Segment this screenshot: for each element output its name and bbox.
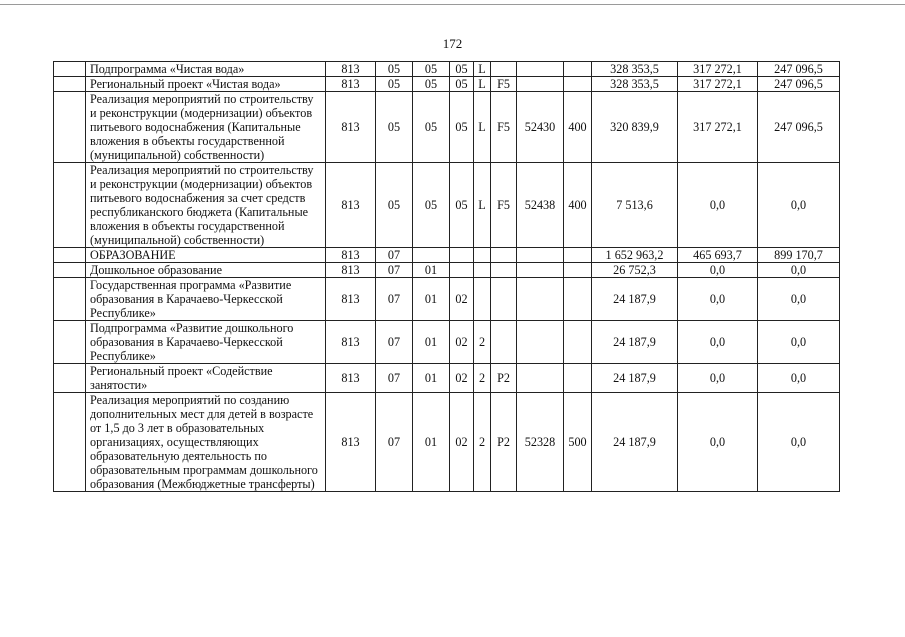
target-article-subprogram-cell: 2 (474, 321, 491, 364)
table-row (54, 248, 840, 263)
table-row (54, 263, 840, 278)
expense-type-cell (564, 263, 592, 278)
target-article-program-cell: 02 (450, 321, 474, 364)
row-number-cell (54, 163, 86, 248)
target-article-program-cell: 05 (450, 77, 474, 92)
grbs-code-cell: 813 (326, 248, 376, 263)
table-row (54, 163, 840, 248)
target-article-program-cell: 05 (450, 163, 474, 248)
section-code-cell: 07 (376, 278, 413, 321)
amount-year3-cell: 0,0 (758, 163, 840, 248)
subsection-code-cell: 01 (413, 393, 450, 492)
amount-year1-cell: 7 513,6 (592, 163, 678, 248)
row-number-cell (54, 62, 86, 77)
target-article-direction-cell (517, 62, 564, 77)
row-number-cell (54, 393, 86, 492)
amount-year2-cell: 465 693,7 (678, 248, 758, 263)
target-article-subprogram-cell: L (474, 92, 491, 163)
target-article-project-cell: F5 (491, 92, 517, 163)
section-code-cell: 05 (376, 163, 413, 248)
subsection-code-cell: 01 (413, 321, 450, 364)
table-row (54, 77, 840, 92)
target-article-subprogram-cell (474, 278, 491, 321)
target-article-program-cell: 05 (450, 62, 474, 77)
row-number-cell (54, 278, 86, 321)
amount-year2-cell: 0,0 (678, 364, 758, 393)
page-top-border (0, 4, 905, 5)
target-article-direction-cell: 52430 (517, 92, 564, 163)
target-article-direction-cell (517, 321, 564, 364)
item-name-cell: Подпрограмма «Чистая вода» (86, 62, 326, 77)
target-article-project-cell (491, 321, 517, 364)
item-name-cell: Государственная программа «Развитие образования в Карачаево-Черкесской Республике» (86, 278, 326, 321)
target-article-subprogram-cell: L (474, 62, 491, 77)
target-article-project-cell (491, 248, 517, 263)
target-article-direction-cell (517, 248, 564, 263)
target-article-program-cell: 05 (450, 92, 474, 163)
grbs-code-cell: 813 (326, 77, 376, 92)
item-name-cell: Реализация мероприятий по строительству и реконструкции (модернизации) объектов питьевого водоснабжения за счет средств республиканского бюджета (Капитальные вложения в объекты государственной (муниципальной) собственности) (86, 163, 326, 248)
table-body (54, 62, 840, 492)
amount-year1-cell: 328 353,5 (592, 77, 678, 92)
target-article-subprogram-cell: 2 (474, 364, 491, 393)
item-name-cell: Региональный проект «Содействие занятости» (86, 364, 326, 393)
target-article-direction-cell (517, 278, 564, 321)
section-code-cell: 05 (376, 77, 413, 92)
amount-year1-cell: 24 187,9 (592, 321, 678, 364)
target-article-project-cell (491, 278, 517, 321)
row-number-cell (54, 263, 86, 278)
target-article-project-cell: F5 (491, 163, 517, 248)
amount-year2-cell: 0,0 (678, 163, 758, 248)
section-code-cell: 07 (376, 248, 413, 263)
subsection-code-cell: 05 (413, 62, 450, 77)
amount-year2-cell: 317 272,1 (678, 92, 758, 163)
page-number: 172 (442, 36, 463, 51)
expense-type-cell (564, 364, 592, 393)
grbs-code-cell: 813 (326, 321, 376, 364)
amount-year2-cell: 0,0 (678, 393, 758, 492)
amount-year3-cell: 0,0 (758, 263, 840, 278)
table-row (54, 92, 840, 163)
amount-year1-cell: 26 752,3 (592, 263, 678, 278)
target-article-program-cell: 02 (450, 278, 474, 321)
item-name-cell: Региональный проект «Чистая вода» (86, 77, 326, 92)
target-article-subprogram-cell (474, 263, 491, 278)
grbs-code-cell: 813 (326, 163, 376, 248)
amount-year1-cell: 24 187,9 (592, 278, 678, 321)
subsection-code-cell: 01 (413, 364, 450, 393)
amount-year2-cell: 0,0 (678, 263, 758, 278)
grbs-code-cell: 813 (326, 263, 376, 278)
item-name-cell: Реализация мероприятий по строительству и реконструкции (модернизации) объектов питьевого водоснабжения (Капитальные вложения в объекты государственной (муниципальной) собственности) (86, 92, 326, 163)
grbs-code-cell: 813 (326, 278, 376, 321)
row-number-cell (54, 364, 86, 393)
table-row (54, 364, 840, 393)
grbs-code-cell: 813 (326, 364, 376, 393)
item-name-cell: Подпрограмма «Развитие дошкольного образования в Карачаево-Черкесской Республике» (86, 321, 326, 364)
subsection-code-cell (413, 248, 450, 263)
amount-year1-cell: 320 839,9 (592, 92, 678, 163)
target-article-program-cell (450, 248, 474, 263)
amount-year3-cell: 247 096,5 (758, 77, 840, 92)
table-row (54, 321, 840, 364)
target-article-direction-cell: 52438 (517, 163, 564, 248)
grbs-code-cell: 813 (326, 92, 376, 163)
row-number-cell (54, 321, 86, 364)
amount-year3-cell: 0,0 (758, 393, 840, 492)
subsection-code-cell: 01 (413, 278, 450, 321)
row-number-cell (54, 77, 86, 92)
target-article-subprogram-cell: 2 (474, 393, 491, 492)
expense-type-cell (564, 248, 592, 263)
expense-type-cell: 400 (564, 163, 592, 248)
expense-type-cell (564, 62, 592, 77)
subsection-code-cell: 05 (413, 77, 450, 92)
amount-year1-cell: 24 187,9 (592, 364, 678, 393)
target-article-project-cell: P2 (491, 364, 517, 393)
section-code-cell: 07 (376, 364, 413, 393)
target-article-direction-cell (517, 77, 564, 92)
section-code-cell: 05 (376, 62, 413, 77)
budget-table (53, 61, 840, 492)
expense-type-cell: 400 (564, 92, 592, 163)
amount-year3-cell: 0,0 (758, 278, 840, 321)
target-article-subprogram-cell (474, 248, 491, 263)
target-article-program-cell: 02 (450, 364, 474, 393)
target-article-subprogram-cell: L (474, 77, 491, 92)
amount-year2-cell: 317 272,1 (678, 77, 758, 92)
target-article-direction-cell (517, 263, 564, 278)
target-article-project-cell: F5 (491, 77, 517, 92)
grbs-code-cell: 813 (326, 393, 376, 492)
grbs-code-cell: 813 (326, 62, 376, 77)
table-row (54, 393, 840, 492)
amount-year3-cell: 247 096,5 (758, 92, 840, 163)
item-name-cell: Дошкольное образование (86, 263, 326, 278)
target-article-program-cell (450, 263, 474, 278)
amount-year3-cell: 899 170,7 (758, 248, 840, 263)
amount-year2-cell: 317 272,1 (678, 62, 758, 77)
section-code-cell: 05 (376, 92, 413, 163)
amount-year1-cell: 1 652 963,2 (592, 248, 678, 263)
expense-type-cell (564, 278, 592, 321)
amount-year2-cell: 0,0 (678, 321, 758, 364)
row-number-cell (54, 248, 86, 263)
amount-year3-cell: 0,0 (758, 364, 840, 393)
section-code-cell: 07 (376, 263, 413, 278)
subsection-code-cell: 05 (413, 92, 450, 163)
item-name-cell: ОБРАЗОВАНИЕ (86, 248, 326, 263)
subsection-code-cell: 05 (413, 163, 450, 248)
amount-year1-cell: 328 353,5 (592, 62, 678, 77)
target-article-project-cell (491, 62, 517, 77)
table-row (54, 62, 840, 77)
target-article-direction-cell (517, 364, 564, 393)
target-article-program-cell: 02 (450, 393, 474, 492)
target-article-subprogram-cell: L (474, 163, 491, 248)
section-code-cell: 07 (376, 321, 413, 364)
amount-year3-cell: 247 096,5 (758, 62, 840, 77)
target-article-direction-cell: 52328 (517, 393, 564, 492)
expense-type-cell: 500 (564, 393, 592, 492)
target-article-project-cell: P2 (491, 393, 517, 492)
table-row (54, 278, 840, 321)
amount-year1-cell: 24 187,9 (592, 393, 678, 492)
expense-type-cell (564, 321, 592, 364)
section-code-cell: 07 (376, 393, 413, 492)
expense-type-cell (564, 77, 592, 92)
subsection-code-cell: 01 (413, 263, 450, 278)
row-number-cell (54, 92, 86, 163)
amount-year2-cell: 0,0 (678, 278, 758, 321)
target-article-project-cell (491, 263, 517, 278)
item-name-cell: Реализация мероприятий по созданию дополнительных мест для детей в возрасте от 1,5 до 3 лет в образовательных организациях, осуществляющих образовательную деятельность по образовательным программам дошкольного образования (Межбюджетные трансферты) (86, 393, 326, 492)
amount-year3-cell: 0,0 (758, 321, 840, 364)
